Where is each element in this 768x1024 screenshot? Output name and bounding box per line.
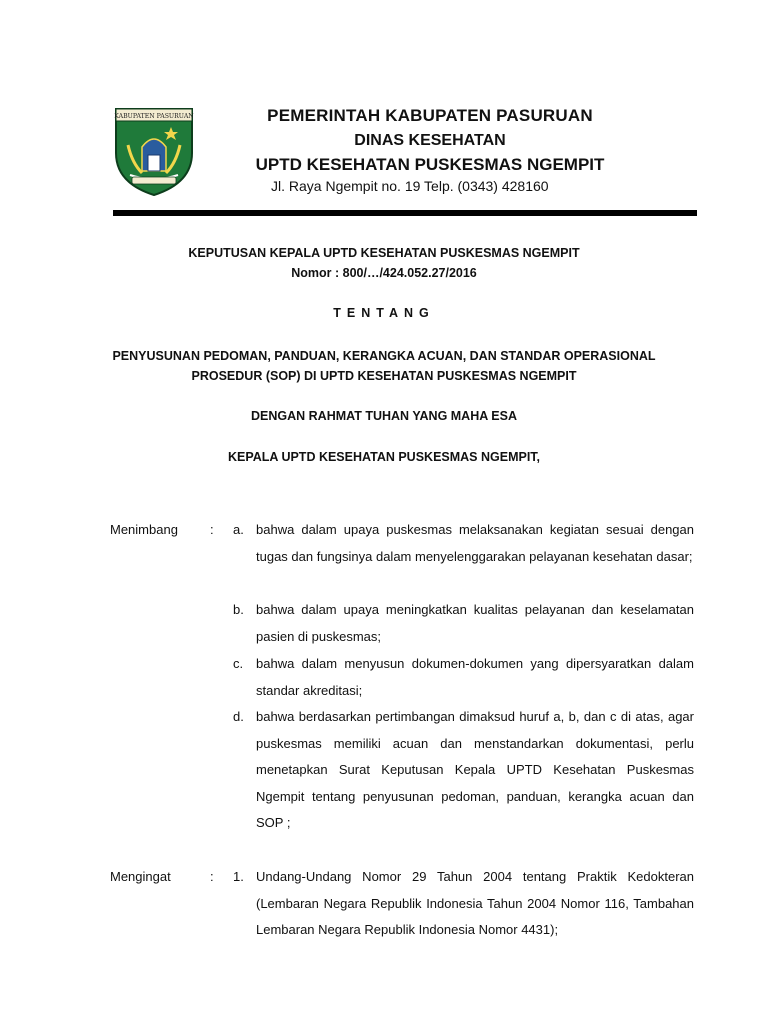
decision-number: Nomor : 800/…/424.052.27/2016 [291,266,477,280]
decision-title: KEPUTUSAN KEPALA UPTD KESEHATAN PUSKESMAS NGEMPIT [188,246,580,260]
menimbang-item-text: bahwa berdasarkan pertimbangan dimaksud huruf a, b, dan c di atas, agar puskesmas memiliki acuan dan menstandarkan dokumentasi, perlu menetapkan Surat Keputusan Kepala UPTD Kesehatan Puskesmas Ngempit tentang penyusunan pedoman, panduan, kerangka acuan dan SOP ; [256,709,694,830]
mengingat-item-mark: 1. [233,869,244,884]
office-address: Jl. Raya Ngempit no. 19 Telp. (0343) 428160 [271,178,549,194]
letterhead-divider [113,210,697,216]
menimbang-item-text: bahwa dalam upaya puskesmas melaksanakan kegiatan sesuai dengan tugas dan fungsinya dalam menyelenggarakan pelayanan kesehatan dasar; [256,522,694,564]
tentang-heading: TENTANG [333,306,435,320]
kabupaten-pasuruan-emblem [112,101,196,197]
menimbang-item-mark: d. [233,709,244,724]
subject-line-2: PROSEDUR (SOP) DI UPTD KESEHATAN PUSKESMAS NGEMPIT [191,369,577,383]
unit-name: UPTD KESEHATAN PUSKESMAS NGEMPIT [255,155,605,174]
menimbang-item-mark: b. [233,602,244,617]
menimbang-item-mark: a. [233,522,244,537]
menimbang-label: Menimbang [110,522,178,537]
government-name: PEMERINTAH KABUPATEN PASURUAN [267,106,593,125]
head-title-line: KEPALA UPTD KESEHATAN PUSKESMAS NGEMPIT, [227,450,541,464]
mengingat-label: Mengingat [110,869,171,884]
subject-line-1: PENYUSUNAN PEDOMAN, PANDUAN, KERANGKA ACUAN, DAN STANDAR OPERASIONAL [112,349,656,363]
department-name: DINAS KESEHATAN [354,132,506,149]
menimbang-colon: : [210,522,214,537]
mengingat-colon: : [210,869,214,884]
menimbang-item-text: bahwa dalam menyusun dokumen-dokumen yang dipersyaratkan dalam standar akreditasi; [256,656,694,698]
mengingat-item-text: Undang-Undang Nomor 29 Tahun 2004 tentang Praktik Kedokteran (Lembaran Negara Republik Indonesia Tahun 2004 Nomor 116, Tambahan Lembaran Negara Republik Indonesia Nomor 4431); [256,869,694,937]
menimbang-item-mark: c. [233,656,244,671]
blessing-line: DENGAN RAHMAT TUHAN YANG MAHA ESA [251,409,517,423]
letterhead [220,103,640,177]
menimbang-item-text: bahwa dalam upaya meningkatkan kualitas pelayanan dan keselamatan pasien di puskesmas; [256,602,694,644]
svg-text:KABUPATEN PASURUAN: KABUPATEN PASURUAN [114,113,194,120]
